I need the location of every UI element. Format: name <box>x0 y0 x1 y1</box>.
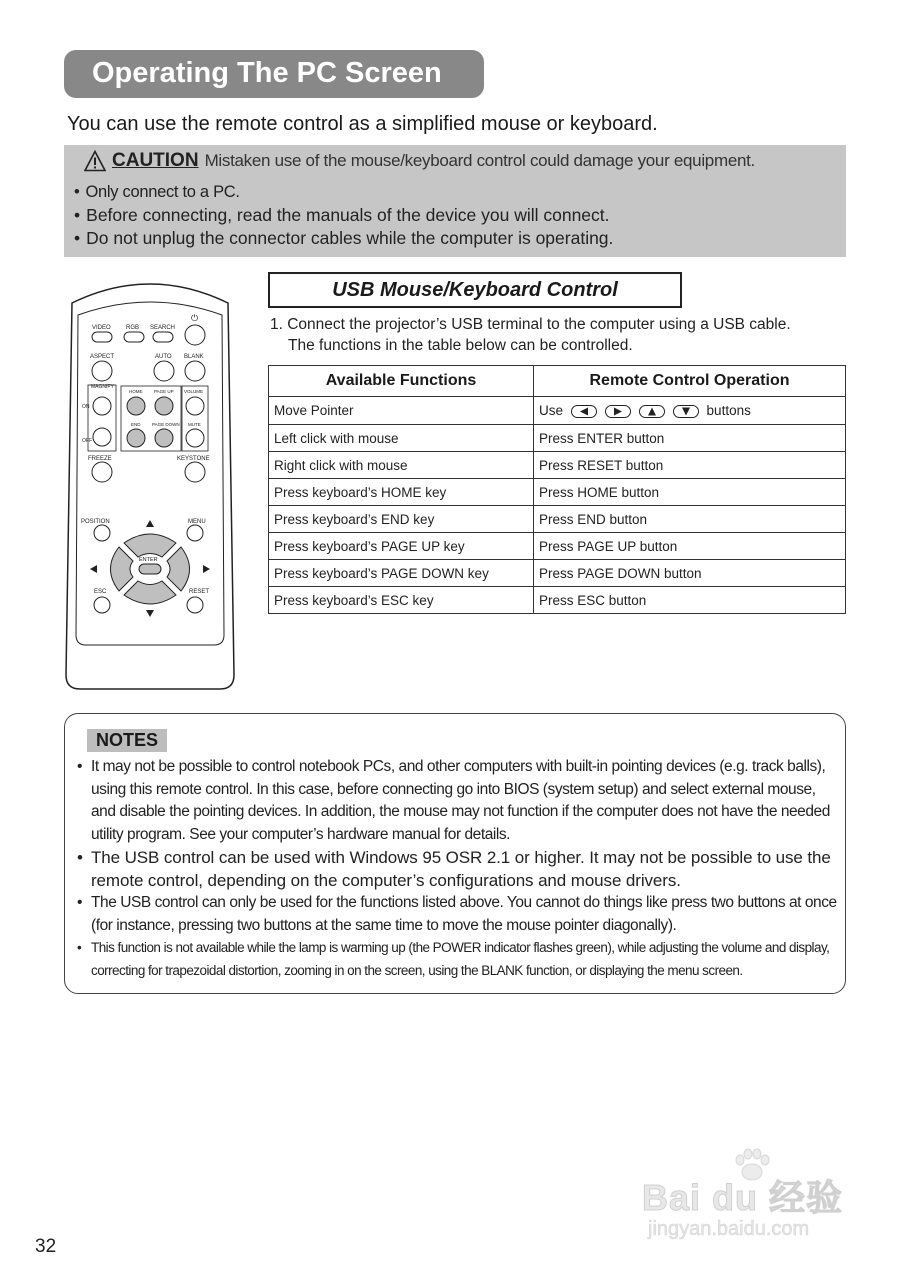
label-blank: BLANK <box>184 354 204 360</box>
label-menu: MENU <box>188 519 206 525</box>
function-cell: Press keyboard’s HOME key <box>269 479 534 506</box>
table-row <box>269 533 846 560</box>
label-magnify: MAGNIFY <box>91 384 114 390</box>
label-position: POSITION <box>81 519 110 525</box>
table-row <box>269 425 846 452</box>
step-1-line: 1. Connect the projector’s USB terminal to the computer using a USB cable. <box>270 316 791 333</box>
page-down-button <box>155 429 173 447</box>
caution-item: • Before connecting, read the manuals of the device you will connect. <box>74 204 613 227</box>
search-button <box>153 332 173 342</box>
baidu-watermark <box>640 1148 860 1248</box>
intro-text: You can use the remote control as a simplified mouse or keyboard. <box>67 113 658 135</box>
label-search: SEARCH <box>150 325 176 331</box>
caution-label: CAUTION <box>112 150 199 171</box>
warning-icon <box>84 150 106 172</box>
note-item: • The USB control can only be used for the functions listed above. You cannot do things like press two buttons at once (for instance, pressing two buttons at the same time to move the mouse pointer diagonally). <box>77 892 837 937</box>
table-row <box>269 479 846 506</box>
operation-cell: Press PAGE UP button <box>534 533 846 560</box>
notes-box <box>64 713 846 994</box>
title-bar <box>64 50 484 98</box>
operation-cell: Press HOME button <box>534 479 846 506</box>
aspect-button <box>92 361 112 381</box>
remote-control-illustration <box>64 275 236 693</box>
label-enter: ENTER <box>139 557 158 563</box>
table-row <box>269 587 846 614</box>
watermark-brand: Bai du 经验 <box>642 1177 844 1218</box>
page-title: Operating The PC Screen <box>92 57 442 89</box>
caution-box <box>64 145 846 257</box>
arrow-right-key-icon <box>605 405 631 418</box>
function-cell: Press keyboard’s PAGE DOWN key <box>269 560 534 587</box>
label-page-up: PAGE UP <box>154 389 174 394</box>
step-1-continuation: The functions in the table below can be controlled. <box>288 337 633 354</box>
caution-header <box>84 150 755 172</box>
label-volume: VOLUME <box>184 389 204 394</box>
label-video: VIDEO <box>92 325 111 331</box>
label-auto: AUTO <box>155 354 172 360</box>
blank-button <box>185 361 205 381</box>
label-aspect: ASPECT <box>90 354 115 360</box>
operation-cell: Press END button <box>534 506 846 533</box>
keystone-button <box>185 462 205 482</box>
notes-list <box>77 756 837 982</box>
header-remote-operation: Remote Control Operation <box>534 366 846 397</box>
caution-text: Mistaken use of the mouse/keyboard control could damage your equipment. <box>204 151 755 170</box>
arrow-left-key-icon <box>571 405 597 418</box>
caution-item: • Do not unplug the connector cables while the computer is operating. <box>74 227 613 250</box>
note-item: • The USB control can be used with Windows 95 OSR 2.1 or higher. It may not be possible to use the remote control, depending on the computer’s configurations and mouse drivers. <box>77 846 837 892</box>
step-1 <box>270 314 791 356</box>
label-esc: ESC <box>94 589 107 595</box>
table-row <box>269 506 846 533</box>
label-mute: MUTE <box>188 422 201 427</box>
section-title-box <box>268 272 682 308</box>
watermark-url: jingyan.baidu.com <box>648 1218 810 1240</box>
use-word: Use <box>539 403 564 418</box>
video-button <box>92 332 112 342</box>
function-cell: Left click with mouse <box>269 425 534 452</box>
label-home: HOME <box>129 389 143 394</box>
position-button <box>94 525 110 541</box>
page-up-button <box>155 397 173 415</box>
arrow-down-key-icon <box>673 405 699 418</box>
power-icon: ⏻ <box>191 313 199 323</box>
buttons-word: buttons <box>706 403 751 418</box>
label-end: END <box>131 422 141 427</box>
page-number: 32 <box>35 1236 57 1257</box>
label-off: OFF <box>82 438 92 444</box>
rgb-button <box>124 332 144 342</box>
operation-cell: Press RESET button <box>534 452 846 479</box>
mute-button <box>186 429 204 447</box>
esc-button <box>94 597 110 613</box>
volume-button <box>186 397 204 415</box>
note-item: • It may not be possible to control notebook PCs, and other computers with built-in pointing devices (e.g. track balls), using this remote control. In this case, before connecting go into BIOS (system setup) and select external mouse, and disable the pointing devices. In addition, the mouse may not function if the computer does not have the needed utility program. See your computer’s hardware manual for details. <box>77 756 837 846</box>
table-row <box>269 452 846 479</box>
header-available-functions: Available Functions <box>269 366 534 397</box>
label-rgb: RGB <box>126 325 140 331</box>
magnify-on-button <box>93 397 111 415</box>
function-cell: Press keyboard’s PAGE UP key <box>269 533 534 560</box>
table-header-row <box>269 366 846 397</box>
menu-button <box>187 525 203 541</box>
end-button <box>127 429 145 447</box>
function-cell: Press keyboard’s ESC key <box>269 587 534 614</box>
arrow-up-key-icon <box>639 405 665 418</box>
caution-list <box>74 181 613 250</box>
home-button <box>127 397 145 415</box>
label-keystone: KEYSTONE <box>177 456 210 462</box>
function-cell: Press keyboard’s END key <box>269 506 534 533</box>
operation-cell: Press ESC button <box>534 587 846 614</box>
functions-table <box>268 365 846 614</box>
function-cell: Right click with mouse <box>269 452 534 479</box>
freeze-button <box>92 462 112 482</box>
notes-label: NOTES <box>87 729 167 752</box>
note-item: • This function is not available while the lamp is warming up (the POWER indicator flashes green), while adjusting the volume and display, correcting for trapezoidal distortion, zooming in on the screen, using the BLANK function, or displaying the menu screen. <box>77 937 837 982</box>
label-page-down: PAGE DOWN <box>152 422 180 427</box>
reset-button <box>187 597 203 613</box>
standby-button <box>185 325 205 345</box>
table-row <box>269 560 846 587</box>
label-freeze: FREEZE <box>88 456 112 462</box>
label-on: ON <box>82 404 90 410</box>
label-reset: RESET <box>189 589 210 595</box>
function-cell: Move Pointer <box>269 397 534 425</box>
auto-button <box>154 361 174 381</box>
operation-cell: Press PAGE DOWN button <box>534 560 846 587</box>
magnify-off-button <box>93 428 111 446</box>
table-row <box>269 397 846 425</box>
section-title: USB Mouse/Keyboard Control <box>332 278 618 301</box>
caution-item: • Only connect to a PC. <box>74 181 613 204</box>
operation-cell: Press ENTER button <box>534 425 846 452</box>
enter-button <box>139 564 161 574</box>
operation-cell <box>534 397 846 425</box>
